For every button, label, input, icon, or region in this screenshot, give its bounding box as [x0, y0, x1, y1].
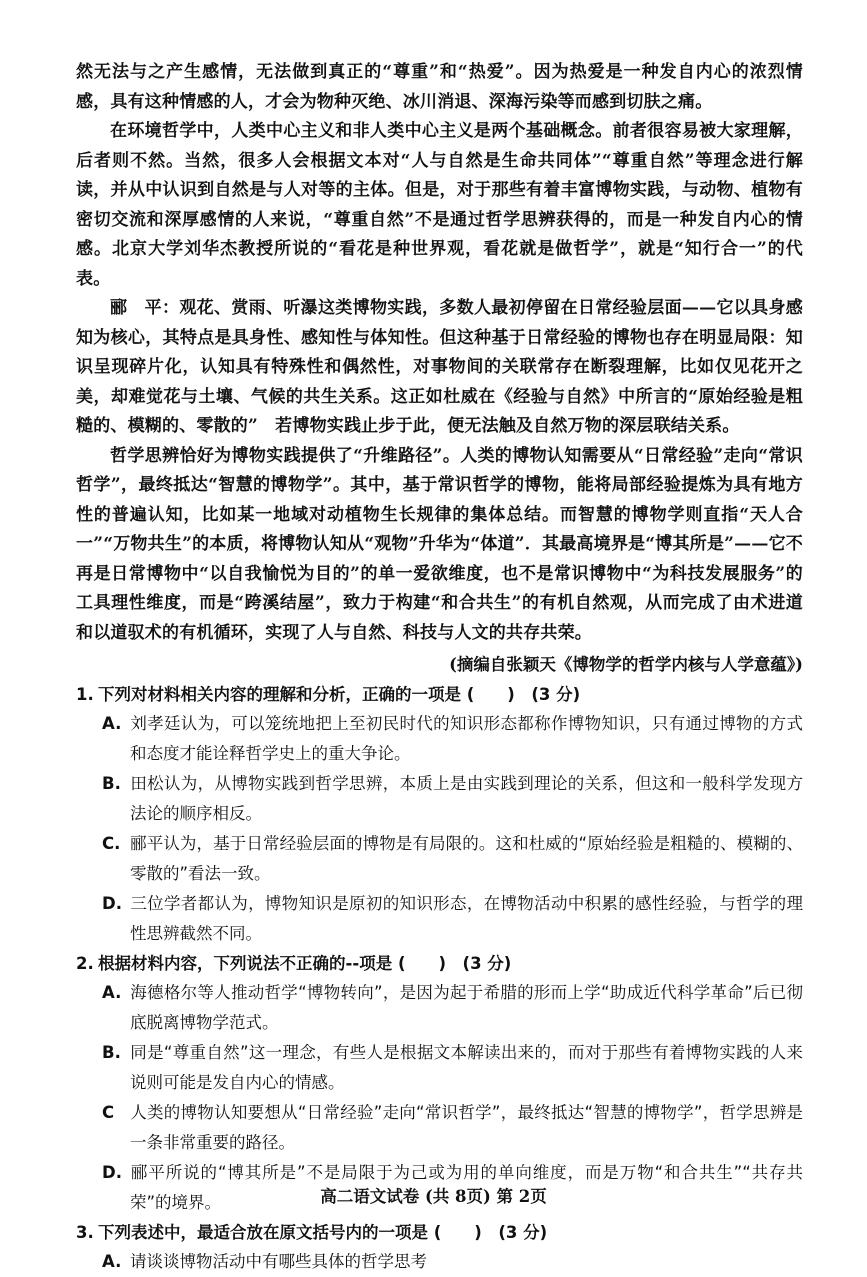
option-d[interactable]	[76, 889, 803, 949]
passage-paragraph-4: 哲学思辨恰好为博物实践提供了“升维路径”。人类的博物认知需要从“日常经验”走向“常识哲学”，最终抵达“智慧的博物学”。其中，基于常识哲学的博物，能将局部经验提炼为具有地方性的普遍认知，比如某一地域对动植物生长规律的集体总结。而智慧的博物学则直指“天人合一”“万物共生”的本质，将博物认知从“观物”升华为“体道”．其最高境界是“博其所是”——它不再是日常博物中“以自我愉悦为目的”的单一爱欲维度，也不是常识博物中“为科技发展服务”的工具理性维度，而是“跨溪结屋”，致力于构建“和合共生”的有机自然观，从而完成了由术进道和以道驭术的有机循环，实现了人与自然、科技与人文的共存共荣。	[76, 445, 803, 643]
option-b[interactable]	[76, 769, 803, 829]
speaker-name: 郦 平：	[110, 298, 180, 318]
option-label: D.	[102, 894, 122, 913]
question-number: 1.	[76, 685, 94, 704]
option-label: B.	[102, 1043, 121, 1062]
option-c[interactable]	[76, 1098, 803, 1158]
option-a[interactable]	[76, 709, 803, 769]
question-stem	[76, 949, 803, 978]
option-label: A.	[102, 983, 122, 1002]
question-stem	[76, 680, 803, 709]
option-text: 人类的博物认知要想从“日常经验”走向“常识哲学”，最终抵达“智慧的博物学”，哲学思辨是一条非常重要的路径。	[130, 1103, 803, 1152]
passage-paragraph-2: 在环境哲学中，人类中心主义和非人类中心主义是两个基础概念。前者很容易被大家理解，后者则不然。当然，很多人会根据文本对“人与自然是生命共同体”“尊重自然”等理念进行解读，并从中认识到自然是与人对等的主体。但是，对于那些有着丰富博物实践，与动物、植物有密切交流和深厚感情的人来说，“尊重自然”不是通过哲学思辨获得的，而是一种发自内心的情感。北京大学刘华杰教授所说的“看花是种世界观，看花就是做哲学”，就是“知行合一”的代表。	[76, 121, 803, 289]
option-text: 郦平所说的“博其所是”不是局限于为己或为用的单向维度，而是万物“和合共生”“共存共荣”的境界。	[130, 1163, 803, 1212]
option-a[interactable]	[76, 1247, 803, 1277]
page-footer: 高二语文试卷 (共 8页) 第 2页	[320, 1187, 547, 1206]
passage-source: (摘编自张颖天《博物学的哲学内核与人学意蕴》)	[449, 655, 803, 674]
option-text: 田松认为，从博物实践到哲学思辨，本质上是由实践到理论的关系，但这和一般科学发现方法论的顺序相反。	[130, 774, 803, 823]
passage-paragraph-3-text: 观花、赏雨、听瀑这类博物实践，多数人最初停留在日常经验层面——它以具身感知为核心，其特点是具身性、感知性与体知性。但这种基于日常经验的博物也存在明显局限：知识呈现碎片化，认知具有特殊性和偶然性，对事物间的关联常存在断裂理解，比如仅见花开之美，却难觉花与土壤、气候的共生关系。这正如杜威在《经验与自然》中所言的“原始经验是粗糙的、模糊的、零散的” 若博物实践止步于此，便无法触及自然万物的深层联结关系。	[76, 298, 803, 436]
question-stem-text: 下列对材料相关内容的理解和分析，正确的一项是 ( ) (3 分)	[98, 685, 581, 704]
question-stem-text: 根据材料内容，下列说法不正确的--项是 ( ) (3 分)	[98, 954, 512, 973]
question-3	[76, 1218, 803, 1277]
option-label: D.	[102, 1163, 122, 1182]
question-stem	[76, 1218, 803, 1247]
option-text: 郦平认为，基于日常经验层面的博物是有局限的。这和杜威的“原始经验是粗糙的、模糊的、零散的”看法一致。	[130, 834, 803, 883]
question-1	[76, 680, 803, 949]
option-label: C.	[102, 834, 121, 853]
option-text: 三位学者都认为，博物知识是原初的知识形态，在博物活动中积累的感性经验，与哲学的理性思辨截然不同。	[130, 894, 803, 943]
option-label: B.	[102, 774, 121, 793]
option-text: 同是“尊重自然”这一理念，有些人是根据文本解读出来的，而对于那些有着博物实践的人来说则可能是发自内心的情感。	[130, 1043, 803, 1092]
option-b[interactable]	[76, 1038, 803, 1098]
option-c[interactable]	[76, 829, 803, 889]
passage-paragraph-3	[76, 294, 803, 442]
question-stem-text: 下列表述中，最适合放在原文括号内的一项是 ( ) (3 分)	[98, 1223, 548, 1242]
question-number: 2.	[76, 954, 94, 973]
option-text: 海德格尔等人推动哲学“博物转向”，是因为起于希腊的形而上学“助成近代科学革命”后已彻底脱离博物学范式。	[130, 983, 803, 1032]
option-text: 刘孝廷认为，可以笼统地把上至初民时代的知识形态都称作博物知识，只有通过博物的方式和态度才能诠释哲学史上的重大争论。	[130, 714, 803, 763]
option-label: C	[102, 1103, 115, 1122]
question-2	[76, 949, 803, 1218]
option-label: A.	[102, 714, 122, 733]
passage-paragraph-1: 然无法与之产生感情，无法做到真正的“尊重”和“热爱”。因为热爱是一种发自内心的浓烈情感，具有这种情感的人，才会为物种灭绝、冰川消退、深海污染等而感到切肤之痛。	[76, 62, 803, 112]
option-a[interactable]	[76, 978, 803, 1038]
option-text: 请谈谈博物活动中有哪些具体的哲学思考	[130, 1252, 427, 1271]
option-label: A.	[102, 1252, 122, 1271]
question-number: 3.	[76, 1223, 94, 1242]
